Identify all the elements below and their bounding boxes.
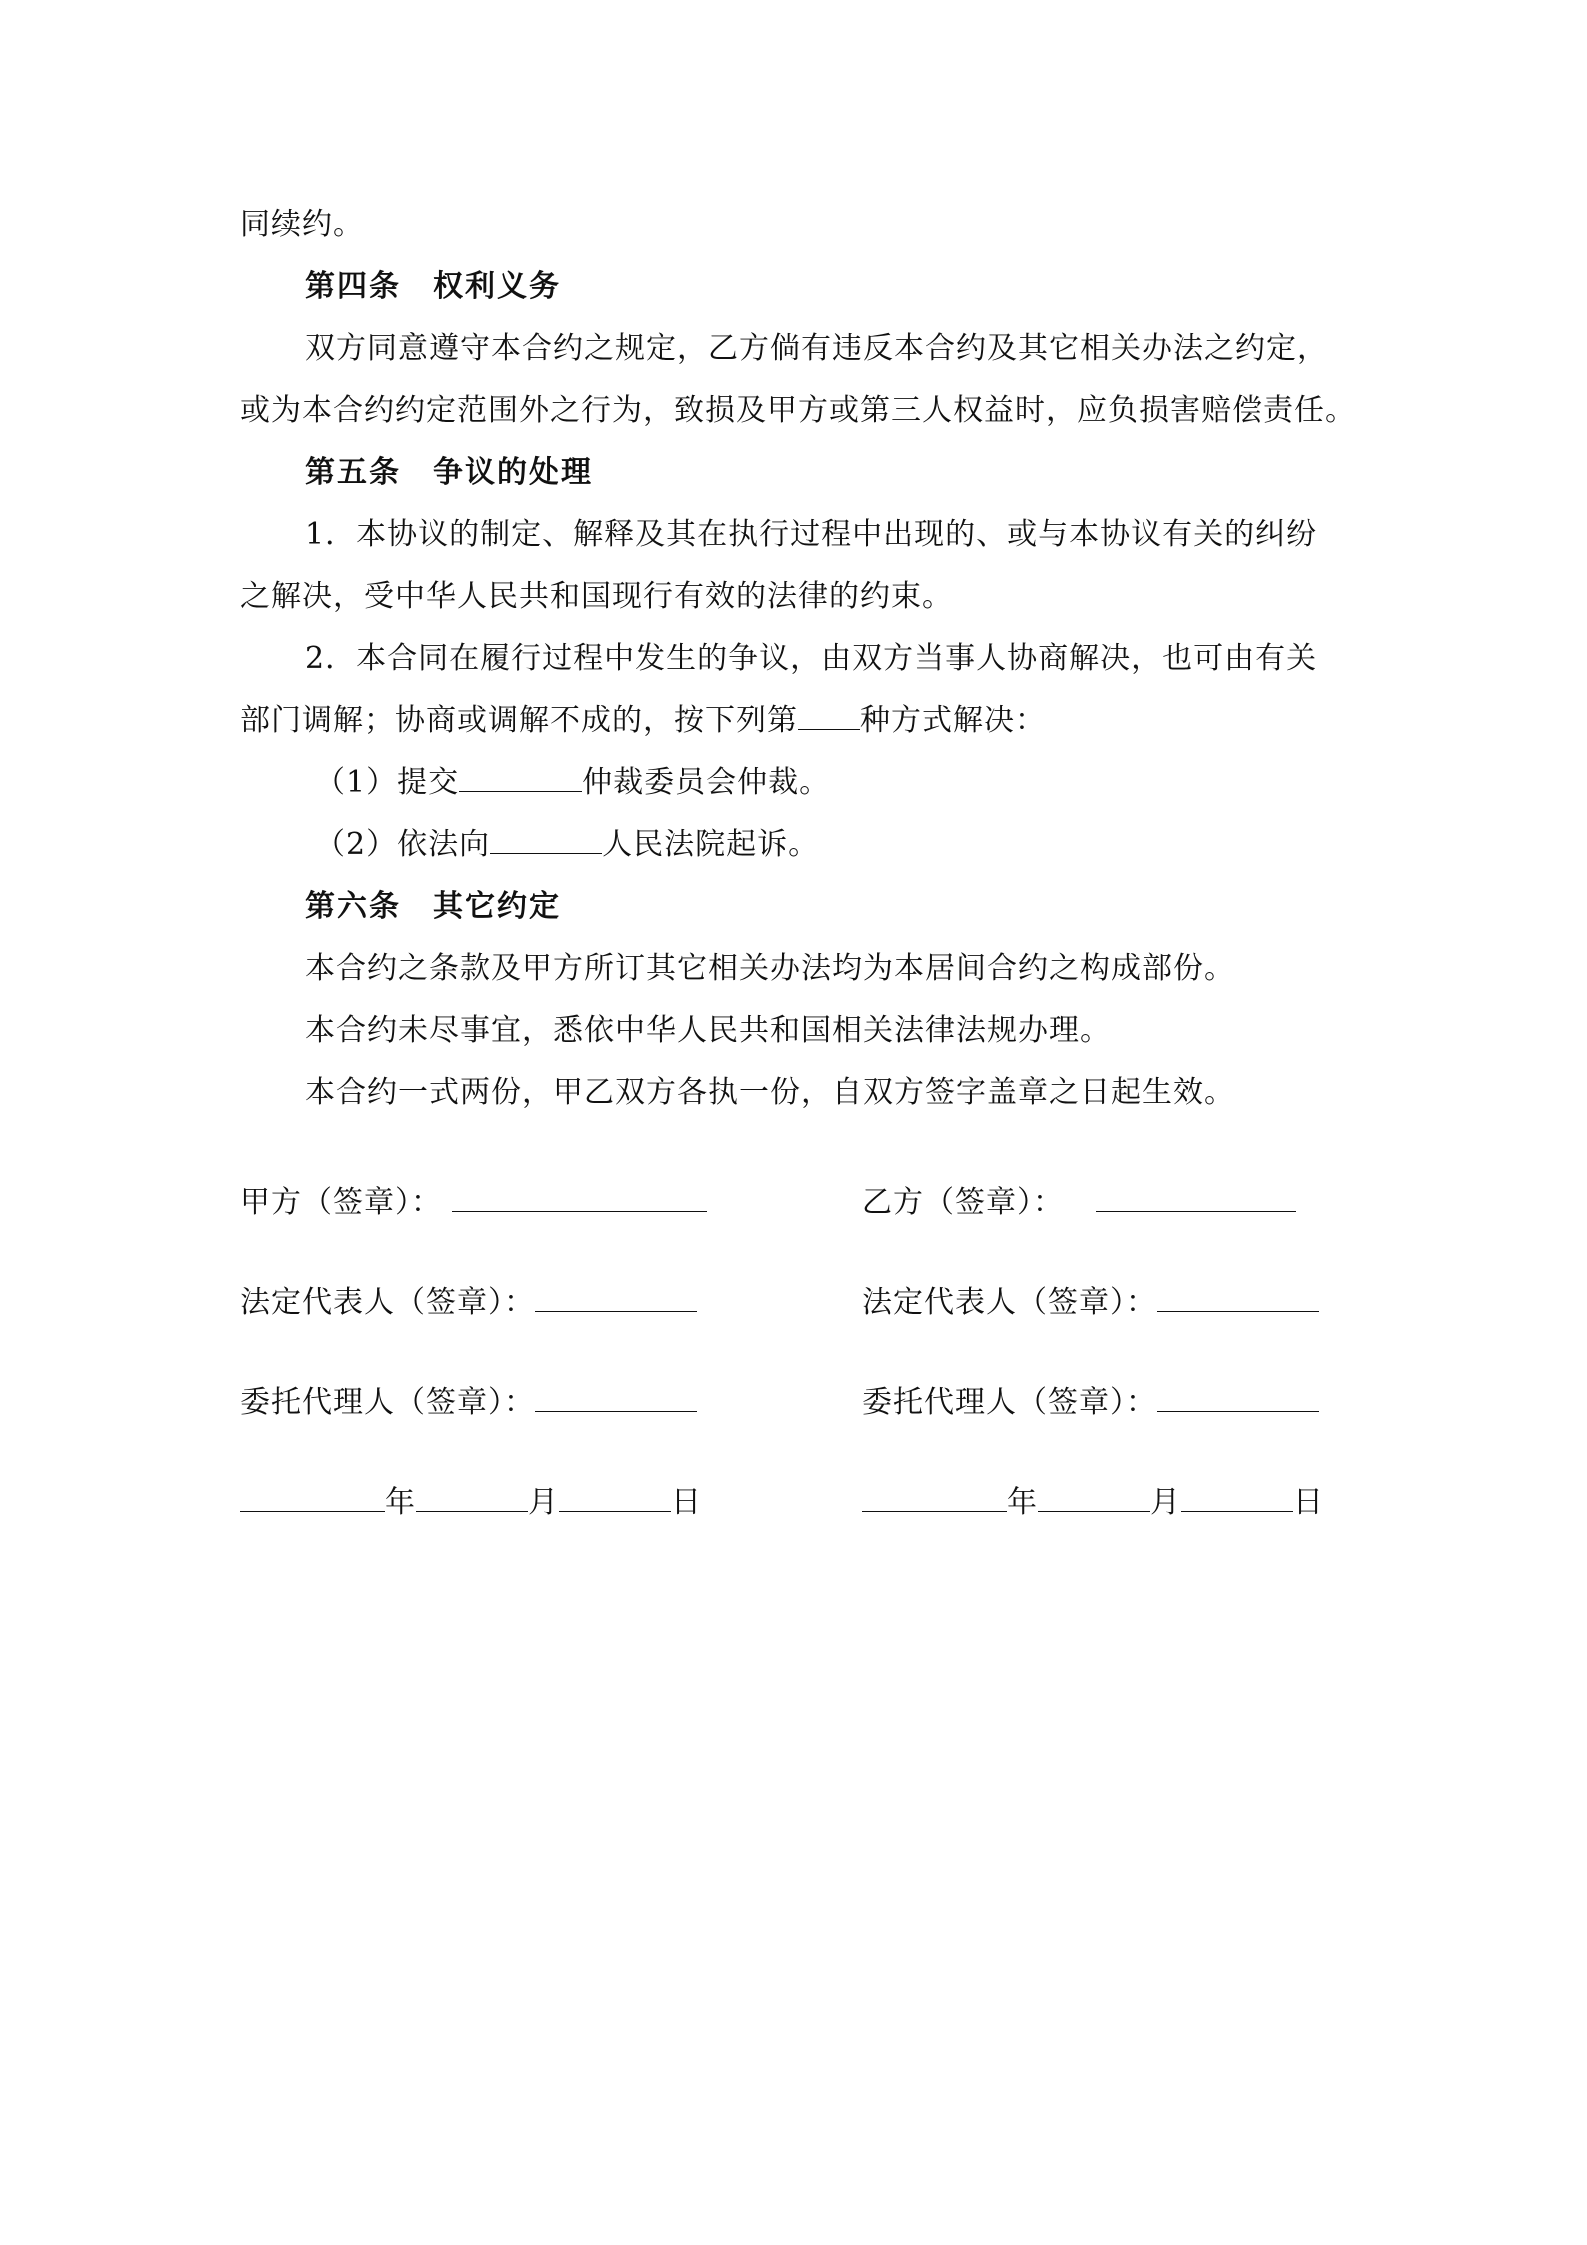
party-a-month-blank[interactable] [416,1483,528,1512]
court-name-blank[interactable] [490,825,602,854]
article-5-item2-line2 [240,701,1046,741]
article-5-item2-line1: 2．本合同在履行过程中发生的争议，由双方当事人协商解决，也可由有关 [305,641,1318,676]
party-a-agent-label: 委托代理人（签章）： [240,1385,535,1420]
party-b-signature-blank[interactable] [1096,1183,1296,1212]
party-b-legal-rep-label: 法定代表人（签章）： [862,1285,1157,1320]
party-a-year-label: 年 [385,1485,416,1520]
option-court-label: （2）依法向 [315,827,491,862]
article-6-text1: 本合约之条款及甲方所订其它相关办法均为本居间合约之构成部份。 [305,951,1235,986]
party-b-day-blank[interactable] [1181,1483,1293,1512]
arbitration-committee-blank[interactable] [459,763,582,792]
article-4-text-line1: 双方同意遵守本合约之规定，乙方倘有违反本合约及其它相关办法之约定， [305,331,1328,366]
article-6-heading: 第六条 其它约定 [305,889,561,924]
article-4-text-line2: 或为本合约约定范围外之行为，致损及甲方或第三人权益时，应负损害赔偿责任。 [240,393,1356,428]
party-b-year-label: 年 [1007,1485,1038,1520]
article-5-item1-line1: 1．本协议的制定、解释及其在执行过程中出现的、或与本协议有关的纠纷 [305,517,1318,552]
article-6-text3: 本合约一式两份，甲乙双方各执一份，自双方签字盖章之日起生效。 [305,1075,1235,1110]
party-b-agent-label: 委托代理人（签章）： [862,1385,1157,1420]
party-b-month-label: 月 [1150,1485,1181,1520]
party-b-legal-rep [862,1283,1319,1323]
article-5-item2-text: 部门调解；协商或调解不成的，按下列第 [240,703,798,738]
party-a-date [240,1483,702,1523]
party-b-signature [862,1183,1296,1223]
party-a-legal-rep-label: 法定代表人（签章）： [240,1285,535,1320]
party-a-signature [240,1183,707,1223]
party-b-date [862,1483,1324,1523]
party-a-year-blank[interactable] [240,1483,385,1512]
party-a-label: 甲方（签章）： [240,1185,442,1220]
article-5-heading: 第五条 争议的处理 [305,455,593,490]
article-6-text2: 本合约未尽事宜，悉依中华人民共和国相关法律法规办理。 [305,1013,1111,1048]
article-5-item1-line2: 之解决，受中华人民共和国现行有效的法律的约束。 [240,579,953,614]
party-a-legal-rep-blank[interactable] [535,1283,697,1312]
party-a-day-label: 日 [671,1485,702,1520]
party-b-label: 乙方（签章）： [862,1185,1064,1220]
party-b-legal-rep-blank[interactable] [1157,1283,1319,1312]
paragraph-continuation: 同续约。 [240,207,364,242]
option-arbitration-label: （1）提交 [315,765,460,800]
article-4-heading: 第四条 权利义务 [305,269,561,304]
method-number-blank[interactable] [798,701,860,730]
option-court [315,825,819,865]
party-b-agent [862,1383,1319,1423]
party-b-day-label: 日 [1293,1485,1324,1520]
party-b-month-blank[interactable] [1038,1483,1150,1512]
article-5-item2-text-end: 种方式解决： [860,703,1046,738]
party-a-month-label: 月 [528,1485,559,1520]
party-a-signature-blank[interactable] [452,1183,707,1212]
party-b-agent-blank[interactable] [1157,1383,1319,1412]
party-a-legal-rep [240,1283,697,1323]
party-a-agent-blank[interactable] [535,1383,697,1412]
option-court-text: 人民法院起诉。 [602,827,820,862]
option-arbitration-text: 仲裁委员会仲裁。 [582,765,831,800]
option-arbitration [315,763,830,803]
party-b-year-blank[interactable] [862,1483,1007,1512]
party-a-day-blank[interactable] [559,1483,671,1512]
party-a-agent [240,1383,697,1423]
